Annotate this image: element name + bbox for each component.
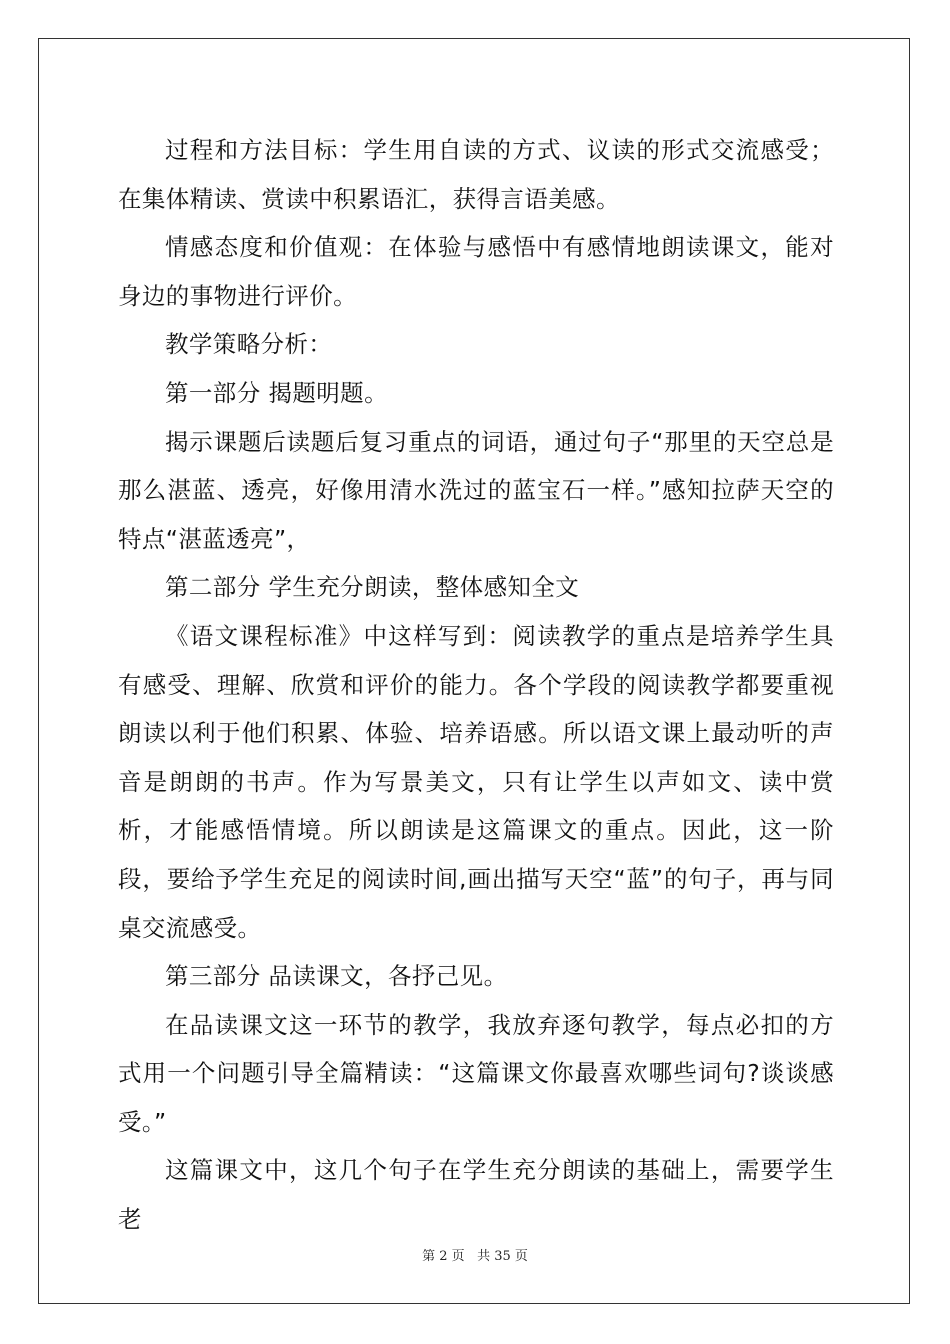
page-number: 第 2 页 xyxy=(422,1249,465,1264)
paragraph: 过程和方法目标：学生用自读的方式、议读的形式交流感受；在集体精读、赏读中积累语汇，获得言语美感。 xyxy=(118,136,834,213)
paragraph: 这篇课文中，这几个句子在学生充分朗读的基础上，需要学生老 xyxy=(118,1156,834,1234)
document-body xyxy=(118,126,834,1244)
page-total: 共 35 页 xyxy=(477,1249,528,1264)
section-heading: 第一部分 揭题明题。 xyxy=(165,378,388,407)
section-heading: 第二部分 学生充分朗读，整体感知全文 xyxy=(165,573,580,602)
paragraph: 情感态度和价值观：在体验与感悟中有感情地朗读课文，能对身边的事物进行评价。 xyxy=(118,233,834,310)
paragraph: 在品读课文这一环节的教学，我放弃逐句教学，每点必扣的方式用一个问题引导全篇精读：“这篇课文你最喜欢哪些词句?谈谈感受。” xyxy=(118,1010,834,1136)
paragraph: 揭示课题后读题后复习重点的词语，通过句子“那里的天空总是那么湛蓝、透亮，好像用清水洗过的蓝宝石一样。”感知拉萨天空的特点“湛蓝透亮”， xyxy=(118,427,834,553)
page-footer xyxy=(0,1245,950,1264)
section-heading: 第三部分 品读课文，各抒己见。 xyxy=(165,962,508,991)
paragraph: 教学策略分析： xyxy=(165,330,333,359)
paragraph: 《语文课程标准》中这样写到：阅读教学的重点是培养学生具有感受、理解、欣赏和评价的能力。各个学段的阅读教学都要重视朗读以利于他们积累、体验、培养语感。所以语文课上最动听的声音是朗朗的书声。作为写景美文，只有让学生以声如文、读中赏析，才能感悟情境。所以朗读是这篇课文的重点。因此，这一阶段，要给予学生充足的阅读时间,画出描写天空“蓝”的句子，再与同桌交流感受。 xyxy=(118,621,834,942)
